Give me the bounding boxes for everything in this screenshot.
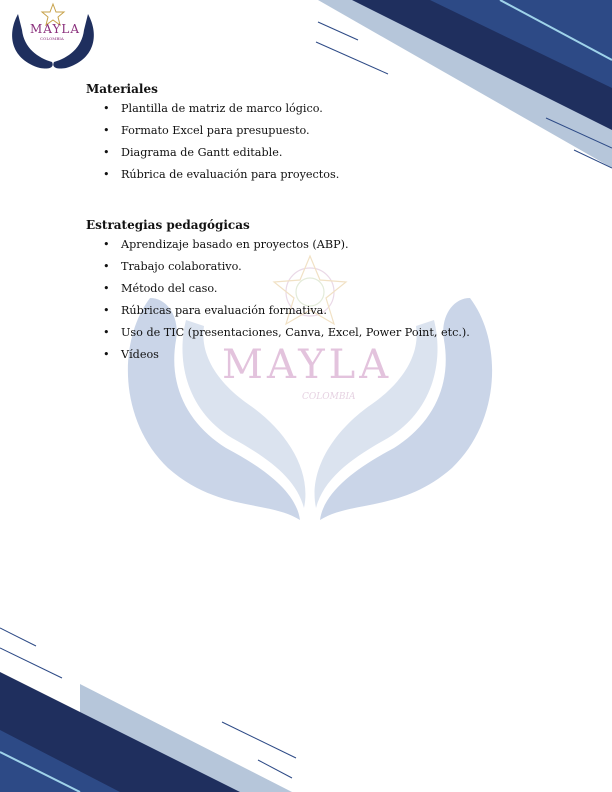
- watermark-tagline: COLOMBIA: [302, 392, 356, 402]
- logo-tagline: COLOMBIA: [40, 36, 64, 41]
- logo-brand: MAYLA: [30, 22, 81, 36]
- list-item-text: Trabajo colaborativo.: [121, 260, 242, 273]
- bullet: •: [103, 348, 110, 361]
- bottom-left-line-4: [258, 760, 292, 778]
- bottom-left-line-3: [222, 722, 296, 758]
- list-item: [86, 326, 546, 348]
- list-item-text: Diagrama de Gantt editable.: [121, 146, 283, 159]
- list-item: [86, 168, 546, 190]
- watermark-brand: MAYLA: [222, 342, 393, 388]
- list-item: [86, 348, 546, 370]
- list-item-text: Plantilla de matriz de marco lógico.: [121, 102, 323, 115]
- bullet: •: [103, 260, 110, 273]
- list-item-text: Vídeos: [121, 348, 159, 361]
- list-item: [86, 282, 546, 304]
- list-item: [86, 102, 546, 124]
- bullet: •: [103, 124, 110, 137]
- list-item-text: Formato Excel para presupuesto.: [121, 124, 310, 137]
- list-item: [86, 238, 546, 260]
- bullet: •: [103, 282, 110, 295]
- bullet: •: [103, 304, 110, 317]
- section-estrategias: [86, 218, 546, 370]
- list-item: [86, 260, 546, 282]
- bullet: •: [103, 146, 110, 159]
- bullet: •: [103, 102, 110, 115]
- list-item-text: Aprendizaje basado en proyectos (ABP).: [121, 238, 349, 251]
- bullet: •: [103, 326, 110, 339]
- list-item: [86, 146, 546, 168]
- top-right-line-2: [316, 42, 388, 74]
- section-title-estrategias: Estrategias pedagógicas: [86, 218, 250, 232]
- bullet: •: [103, 238, 110, 251]
- bullet: •: [103, 168, 110, 181]
- section-title-materiales: Materiales: [86, 82, 158, 96]
- bottom-left-line-1: [0, 628, 36, 646]
- section-materiales: [86, 82, 546, 190]
- list-item-text: Rúbricas para evaluación formativa.: [121, 304, 327, 317]
- list-item: [86, 124, 546, 146]
- list-item: [86, 304, 546, 326]
- bottom-left-line-2: [0, 648, 62, 678]
- list-item-text: Método del caso.: [121, 282, 218, 295]
- list-item-text: Rúbrica de evaluación para proyectos.: [121, 168, 340, 181]
- materiales-list: [86, 102, 546, 190]
- estrategias-list: [86, 238, 546, 370]
- top-right-line-1: [318, 22, 358, 40]
- list-item-text: Uso de TIC (presentaciones, Canva, Excel, Power Point, etc.).: [121, 326, 470, 339]
- document-body: [86, 82, 546, 370]
